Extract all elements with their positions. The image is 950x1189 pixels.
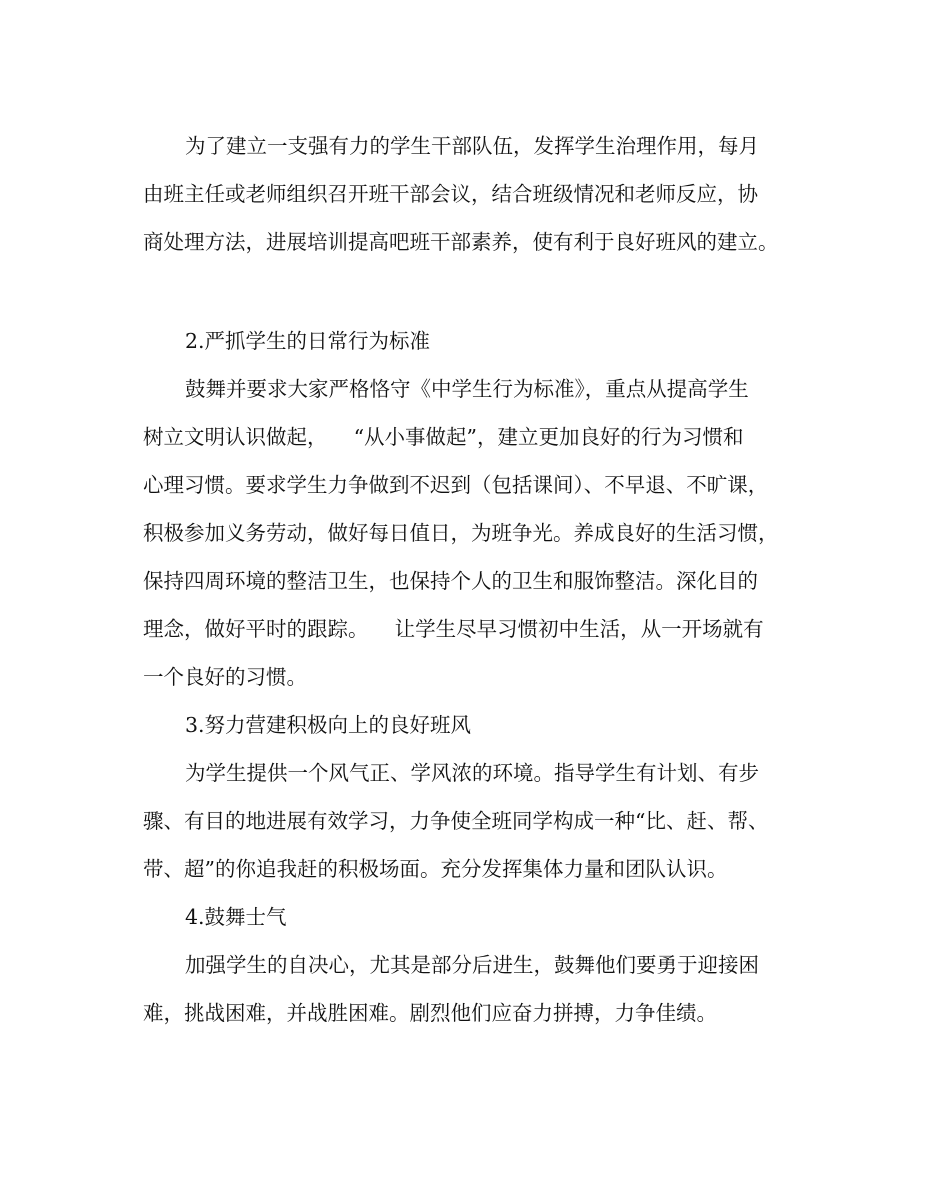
paragraph-line: 心理习惯。要求学生力争做到不迟到（包括课间）、不早退、不旷课，: [143, 473, 769, 497]
paragraph-line: 商处理方法，进展培训提高吧班干部素养，使有利于良好班风的建立。: [143, 230, 779, 254]
paragraph-line: 鼓舞并要求大家严格恪守《中学生行为标准》，重点从提高学生: [185, 377, 749, 401]
paragraph-line: 加强学生的自决心，尤其是部分后进生，鼓舞他们要勇于迎接困: [185, 953, 759, 977]
paragraph-line: 一个良好的习惯。: [143, 665, 307, 689]
paragraph-line: 为了建立一支强有力的学生干部队伍，发挥学生治理作用，每月: [185, 134, 759, 158]
paragraph-line: 骤、有目的地进展有效学习，力争使全班同学构成一种“比、赶、帮、: [143, 809, 769, 833]
paragraph-line: 难，挑战困难，并战胜困难。剧烈他们应奋力拼搏，力争佳绩。: [143, 1001, 717, 1025]
paragraph-line: 积极参加义务劳动，做好每日值日，为班争光。养成良好的生活习惯，: [143, 521, 779, 545]
paragraph-line: 为学生提供一个风气正、学风浓的环境。指导学生有计划、有步: [185, 761, 759, 785]
paragraph-line: 带、超”的你追我赶的积极场面。充分发挥集体力量和团队认识。: [143, 857, 728, 881]
paragraph-line: 理念，做好平时的跟踪。 让学生尽早习惯初中生活，从一开场就有: [143, 617, 764, 641]
section-heading-4: 4.鼓舞士气: [185, 905, 287, 929]
section-heading-2: 2.严抓学生的日常行为标准: [185, 329, 431, 353]
paragraph-line: 由班主任或老师组织召开班干部会议，结合班级情况和老师反应，协: [143, 182, 758, 206]
section-heading-3: 3.努力营建积极向上的良好班风: [185, 713, 472, 737]
paragraph-line: 树立文明认识做起， “从小事做起”，建立更加良好的行为习惯和: [143, 425, 744, 449]
paragraph-line: 保持四周环境的整洁卫生，也保持个人的卫生和服饰整洁。深化目的: [143, 569, 758, 593]
